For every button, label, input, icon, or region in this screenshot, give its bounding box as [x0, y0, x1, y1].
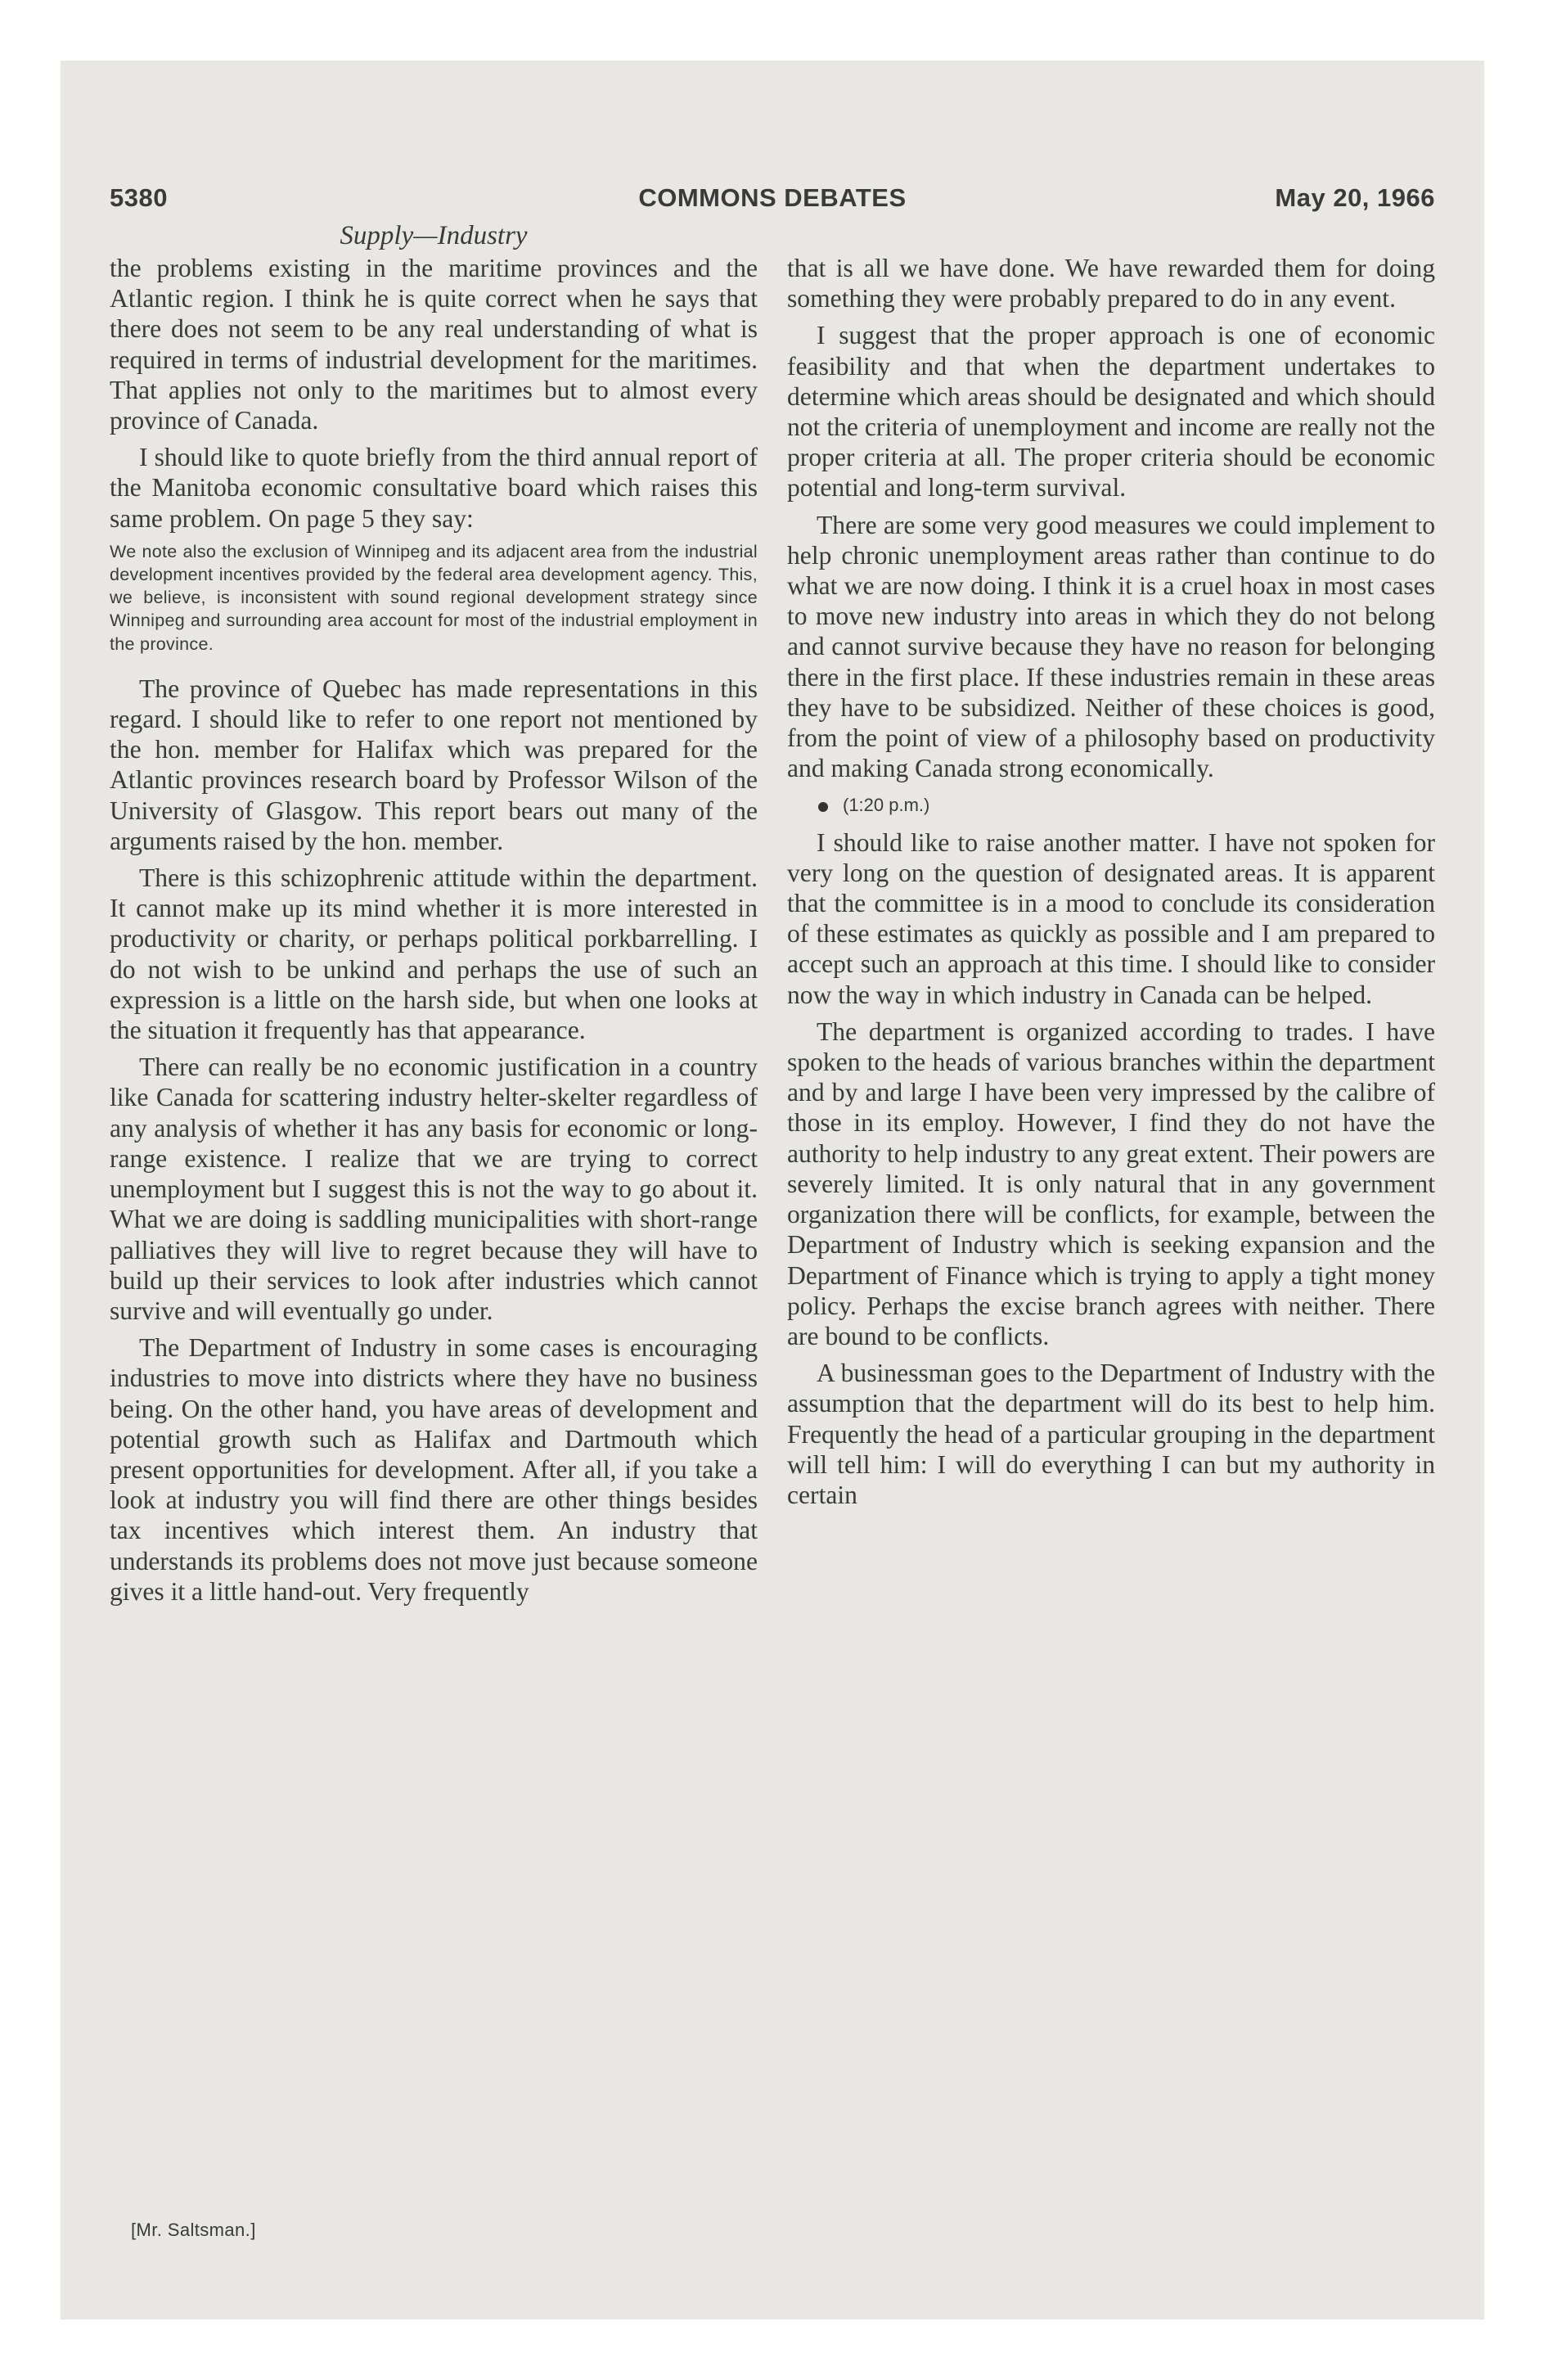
- paragraph: the problems existing in the maritime provinces and the Atlantic region. I think he is quite correct when he says that there does not seem to be any real understanding of what is required in terms of industrial development for the maritimes. That applies not only to the maritimes but to almost every province of Canada.: [110, 254, 758, 435]
- speaker-attribution: [Mr. Saltsman.]: [131, 2220, 256, 2240]
- paragraph: The province of Quebec has made representations in this regard. I should like to refer to one report not mentioned by the hon. member for Halifax which was prepared for the Atlantic provinces research board by Professor Wilson of the University of Glasgow. This report bears out many of the arguments raised by the hon. member.: [110, 674, 758, 855]
- page-header: [110, 183, 1435, 224]
- paragraph: There can really be no economic justification in a country like Canada for scattering industry helter-skelter regardless of any analysis of whether it has any basis for economic or long-range existence. I realize that we are trying to correct unemployment but I suggest this is not the way to go about it. What we are doing is saddling municipalities with short-range palliatives they will live to regret because they will have to build up their services to look after industries which cannot survive and will eventually go under.: [110, 1053, 758, 1325]
- paragraph: The Department of Industry in some cases is encouraging industries to move into districts where they have no business being. On the other hand, you have areas of development and potential growth such as Halifax and Dartmouth which present opportunities for development. After all, if you take a look at industry you will find there are other things besides tax incentives which interest them. An industry that understands its problems does not move just because someone gives it a little hand-out. Very frequently: [110, 1333, 758, 1606]
- left-column: [110, 253, 758, 2250]
- paragraph: I should like to quote briefly from the third annual report of the Manitoba economic consultative board which raises this same problem. On page 5 they say:: [110, 443, 758, 533]
- publication-date: May 20, 1966: [1275, 183, 1435, 212]
- document-page: [61, 61, 1484, 2319]
- right-column: [787, 253, 1435, 2250]
- paragraph: There are some very good measures we could implement to help chronic unemployment areas rather than continue to do what we are now doing. I think it is a cruel hoax in most cases to move new industry into areas in which they do not belong and cannot survive because they have no reason for belonging there in the first place. If these industries remain in these areas they have to be subsidized. Neither of these choices is good, from the point of view of a philosophy based on productivity and making Canada strong economically.: [787, 510, 1435, 783]
- paragraph: I suggest that the proper approach is one of economic feasibility and that when the department undertakes to determine which areas should be designated and which should not the criteria of unemployment and income are really not the proper criteria at all. The proper criteria should be economic potential and long-term survival.: [787, 321, 1435, 503]
- paragraph: that is all we have done. We have rewarded them for doing something they were probably prepared to do in any event.: [787, 254, 1435, 313]
- journal-title: COMMONS DEBATES: [638, 183, 907, 212]
- time-marker: [787, 790, 1435, 820]
- page-number: 5380: [110, 183, 168, 212]
- paragraph: There is this schizophrenic attitude within the department. It cannot make up its mind whether it is more interested in productivity or charity, or perhaps political porkbarrelling. I do not wish to be unkind and perhaps the use of such an expression is a little on the harsh side, but when one looks at the situation it frequently has that appearance.: [110, 863, 758, 1045]
- bullet-icon: [818, 802, 828, 812]
- paragraph: The department is organized according to trades. I have spoken to the heads of various branches within the department and by and large I have been very impressed by the calibre of those in its employ. However, I find they do not have the authority to help industry to any great extent. Their powers are severely limited. It is only natural that in any government organization there will be conflicts, for example, between the Department of Industry which is seeking expansion and the Department of Finance which is trying to apply a tight money policy. Perhaps the excise branch agrees with neither. There are bound to be conflicts.: [787, 1016, 1435, 1350]
- block-quote: We note also the exclusion of Winnipeg and its adjacent area from the industrial development incentives provided by the federal area development agency. This, we believe, is inconsistent with sound regional development strategy since Winnipeg and surrounding area account for most of the industrial employment in the province.: [110, 541, 758, 654]
- section-title: Supply—Industry: [340, 221, 528, 250]
- paragraph: I should like to raise another matter. I have not spoken for very long on the question of designated areas. It is apparent that the committee is in a mood to conclude its consideration of these estimates as quickly as possible and I am prepared to accept such an approach at this time. I should like to consider now the way in which industry in Canada can be helped.: [787, 827, 1435, 1009]
- time-stamp: (1:20 p.m.): [843, 795, 930, 816]
- paragraph: A businessman goes to the Department of Industry with the assumption that the department will do its best to help him. Frequently the head of a particular grouping in the department will tell him: I will do everything I can but my authority in certain: [787, 1359, 1435, 1509]
